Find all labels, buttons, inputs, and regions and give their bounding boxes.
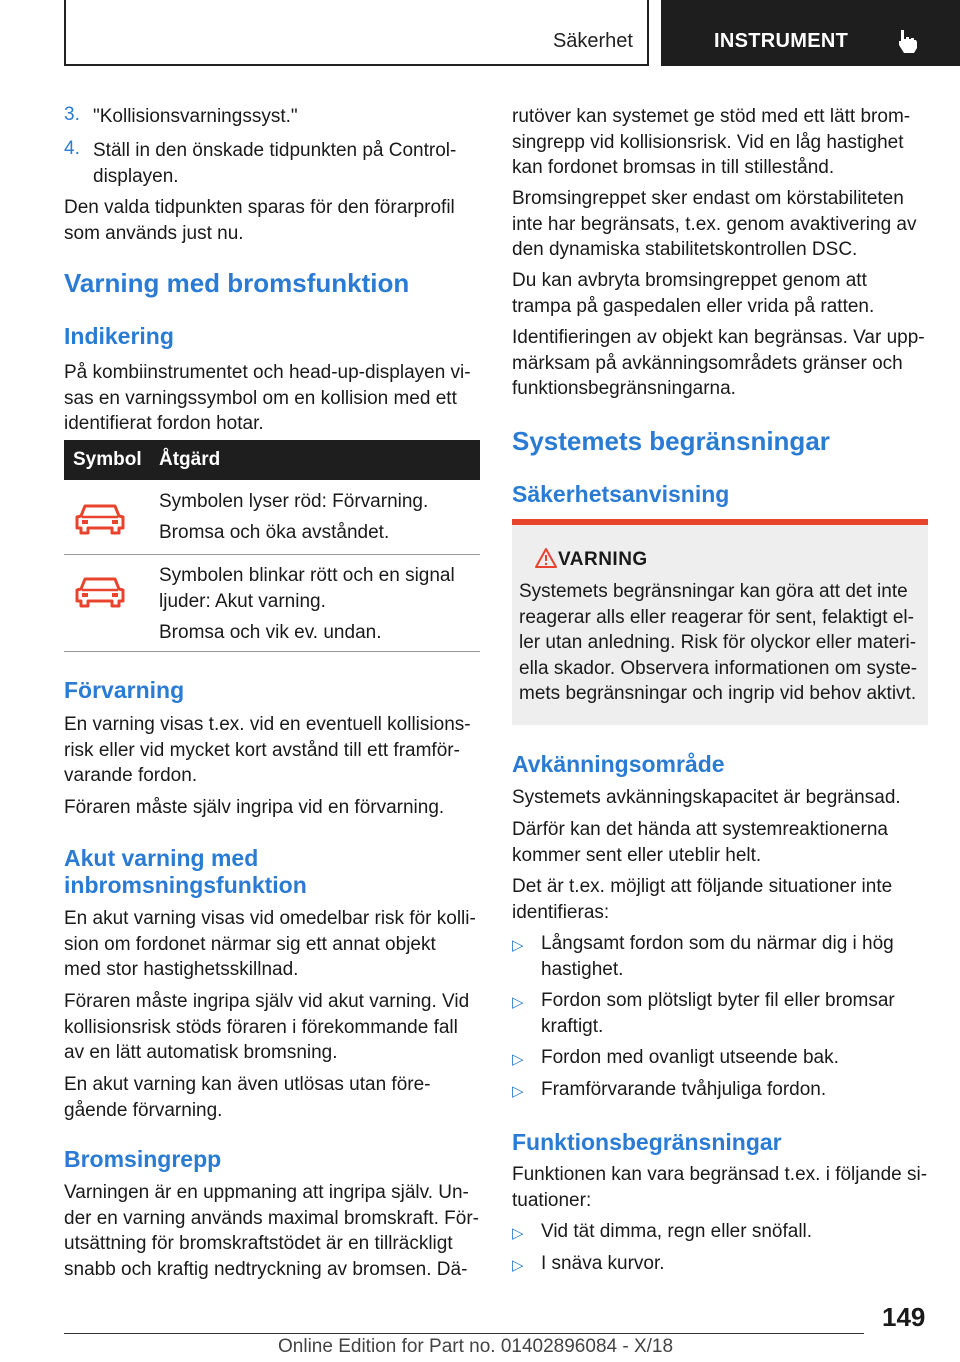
heading-braking: Bromsingrepp [64,1146,222,1172]
heading-indication: Indikering [64,323,174,349]
range-paragraph-1: Systemets avkänningskapacitet är begränsad. [512,787,901,808]
page-number: 149 [882,1302,926,1332]
list-item: Vid tät dimma, regn eller snöfall. [541,1221,813,1242]
table-row2-line2: Bromsa och vik ev. undan. [159,622,382,643]
list-item: I snäva kurvor. [541,1253,665,1274]
warning-title: VARNING [558,549,648,570]
step-text-3: "Kollisionsvarningssyst." [93,106,298,127]
header-section-box [64,0,649,66]
range-paragraph-2: Därför kan det hända att systemreaktionerna kommer sent eller uteblir helt. [512,819,888,866]
header-chapter-title: INSTRUMENT [714,30,849,52]
pointing-hand-icon [893,26,921,54]
acute-paragraph-2: Föraren måste ingripa själv vid akut varning. Vid kollisionsrisk stöds föraren i förekommande fall av en lätt automatisk bromsning. [64,991,470,1063]
table-row-divider [64,554,480,555]
warning-accent-bar [512,519,928,525]
car-acute-warning-icon [75,575,125,609]
step-number-3: 3. [64,104,80,125]
bullet-marker: ▷ [512,1083,524,1100]
footer-divider [64,1333,864,1334]
bullet-marker: ▷ [512,1257,524,1274]
warning-text: Systemets begränsningar kan göra att det inte reagerar alls eller reagerar för sent, felaktigt el- ler utan anledning. Risk för olyckor eller materi- ella skador. Observera informationen om syste- mets begränsningar och ingrip vid behov aktivt. [519,581,918,704]
bullet-marker: ▷ [512,994,524,1011]
heading-system-limits: Systemets begränsningar [512,426,830,456]
heading-prewarning: Förvarning [64,677,185,703]
table-header-action: Åtgärd [159,449,221,470]
list-item: Fordon med ovanligt utseende bak. [541,1047,839,1068]
braking-continued-1: rutöver kan systemet ge stöd med ett lätt brom- singrepp vid kollisionsrisk. Vid en låg hastighet kan fordonet bromsas in till stillestånd. [512,106,911,178]
bullet-marker: ▷ [512,1225,524,1242]
warning-triangle-icon [534,547,558,569]
table-row1-line2: Bromsa och öka avståndet. [159,522,390,543]
profile-paragraph: Den valda tidpunkten sparas för den förarprofil som används just nu. [64,197,455,244]
function-limits-paragraph: Funktionen kan vara begränsad t.ex. i följande si- tuationer: [512,1164,928,1211]
braking-continued-2: Bromsingreppet sker endast om körstabiliteten inte har begränsats, t.ex. genom avaktivering av den dynamiska stabilitetskontrollen DSC. [512,188,917,260]
list-item: Långsamt fordon som du närmar dig i hög hastighet. [541,933,894,980]
heading-acute-warning: Akut varning med inbromsningsfunktion [64,845,307,898]
range-paragraph-3: Det är t.ex. möjligt att följande situationer inte identifieras: [512,876,893,923]
indication-paragraph: På kombiinstrumentet och head-up-displayen vi- sas en varningssymbol om en kollision med ett identifierat fordon hotar. [64,362,471,434]
header-chapter-tab [661,0,960,66]
step-number-4: 4. [64,138,80,159]
symbol-table-header [64,440,480,480]
step-text-4: Ställ in den önskade tidpunkten på Control- displayen. [93,140,457,187]
heading-safety-notice: Säkerhetsanvisning [512,481,730,507]
heading-function-limits: Funktionsbegränsningar [512,1129,782,1155]
table-row1-line1: Symbolen lyser röd: Förvarning. [159,491,429,512]
prewarning-paragraph-1: En varning visas t.ex. vid en eventuell kollisions- risk eller vid mycket kort avstånd till ett framför- varande fordon. [64,714,471,786]
braking-paragraph: Varningen är en uppmaning att ingripa själv. Un- der en varning används maximal bromskraft. För- utsättning för bromskraftstödet är en tillräckligt snabb och kraftig nedtryckning av bromsen. Dä- [64,1182,479,1280]
list-item: Framförvarande tvåhjuliga fordon. [541,1079,827,1100]
car-warning-icon [75,502,125,536]
heading-warning-brake-function: Varning med bromsfunktion [64,268,410,298]
list-item: Fordon som plötsligt byter fil eller bromsar kraftigt. [541,990,895,1037]
acute-paragraph-3: En akut varning kan även utlösas utan före- gående förvarning. [64,1074,431,1121]
table-bottom-border [64,651,480,652]
footer-edition: Online Edition for Part no. 01402896084 - X/18 [278,1336,674,1357]
braking-continued-4: Identifieringen av objekt kan begränsas. Var upp- märksam på avkänningsområdets gränser och funktionsbegränsningarna. [512,327,925,399]
prewarning-paragraph-2: Föraren måste själv ingripa vid en förvarning. [64,797,445,818]
heading-detection-range: Avkänningsområde [512,751,725,777]
table-header-symbol: Symbol [73,449,142,470]
bullet-marker: ▷ [512,937,524,954]
table-row2-line1: Symbolen blinkar rött och en signal ljuder: Akut varning. [159,565,455,612]
braking-continued-3: Du kan avbryta bromsingreppet genom att trampa på gaspedalen eller vrida på ratten. [512,270,875,317]
acute-paragraph-1: En akut varning visas vid omedelbar risk för kolli- sion om fordonet närmar sig ett annat objekt med stor hastighetsskillnad. [64,908,476,980]
bullet-marker: ▷ [512,1051,524,1068]
header-section-title: Säkerhet [552,30,633,52]
warning-box [512,519,928,725]
